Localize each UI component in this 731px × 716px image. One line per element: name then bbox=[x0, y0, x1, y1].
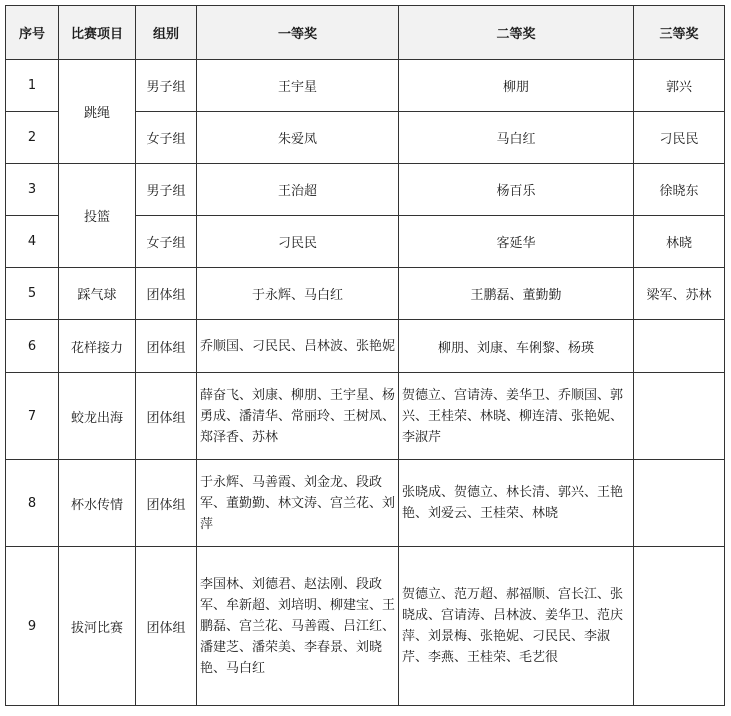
cell-no: 2 bbox=[6, 112, 59, 164]
cell-group: 团体组 bbox=[136, 268, 197, 320]
cell-group: 女子组 bbox=[136, 112, 197, 164]
cell-second-prize: 马白红 bbox=[399, 112, 634, 164]
cell-second-prize: 客延华 bbox=[399, 216, 634, 268]
cell-third-prize: 徐晓东 bbox=[634, 164, 725, 216]
header-event: 比赛项目 bbox=[59, 6, 136, 60]
cell-second-prize: 张晓成、贺德立、林长清、郭兴、王艳艳、刘爱云、王桂荣、林晓 bbox=[399, 460, 634, 547]
cell-first-prize: 薛奋飞、刘康、柳朋、王宇星、杨勇成、潘清华、常丽玲、王树凤、郑泽香、苏林 bbox=[197, 373, 399, 460]
cell-group: 团体组 bbox=[136, 373, 197, 460]
cell-third-prize: 郭兴 bbox=[634, 60, 725, 112]
cell-event: 投篮 bbox=[59, 164, 136, 268]
cell-first-prize: 乔顺国、刁民民、吕林波、张艳妮 bbox=[197, 320, 399, 373]
cell-group: 团体组 bbox=[136, 460, 197, 547]
cell-second-prize: 王鹏磊、董勤勤 bbox=[399, 268, 634, 320]
header-group: 组别 bbox=[136, 6, 197, 60]
cell-first-prize: 王治超 bbox=[197, 164, 399, 216]
cell-second-prize: 杨百乐 bbox=[399, 164, 634, 216]
table-row bbox=[6, 268, 725, 320]
cell-first-prize: 于永辉、马善霞、刘金龙、段政军、董勤勤、林文涛、宫兰花、刘萍 bbox=[197, 460, 399, 547]
table-row bbox=[6, 320, 725, 373]
table-row bbox=[6, 164, 725, 216]
cell-first-prize: 于永辉、马白红 bbox=[197, 268, 399, 320]
header-first-prize: 一等奖 bbox=[197, 6, 399, 60]
cell-no: 3 bbox=[6, 164, 59, 216]
cell-group: 女子组 bbox=[136, 216, 197, 268]
cell-first-prize: 刁民民 bbox=[197, 216, 399, 268]
cell-no: 1 bbox=[6, 60, 59, 112]
cell-first-prize: 李国林、刘德君、赵法刚、段政军、牟新超、刘培明、柳建宝、王鹏磊、宫兰花、马善霞、吕江红、潘建芝、潘荣美、李春景、刘晓艳、马白红 bbox=[197, 547, 399, 706]
cell-second-prize: 贺德立、宫请涛、姜华卫、乔顺国、郭兴、王桂荣、林晓、柳连清、张艳妮、李淑芹 bbox=[399, 373, 634, 460]
header-third-prize: 三等奖 bbox=[634, 6, 725, 60]
header-no: 序号 bbox=[6, 6, 59, 60]
awards-table bbox=[5, 5, 725, 706]
cell-second-prize: 柳朋、刘康、车俐黎、杨瑛 bbox=[399, 320, 634, 373]
cell-event: 踩气球 bbox=[59, 268, 136, 320]
cell-group: 团体组 bbox=[136, 320, 197, 373]
header-second-prize: 二等奖 bbox=[399, 6, 634, 60]
cell-no: 7 bbox=[6, 373, 59, 460]
cell-third-prize: 梁军、苏林 bbox=[634, 268, 725, 320]
cell-first-prize: 王宇星 bbox=[197, 60, 399, 112]
cell-event: 跳绳 bbox=[59, 60, 136, 164]
cell-event: 拔河比赛 bbox=[59, 547, 136, 706]
cell-second-prize: 柳朋 bbox=[399, 60, 634, 112]
cell-third-prize bbox=[634, 373, 725, 460]
cell-first-prize: 朱爱凤 bbox=[197, 112, 399, 164]
table-row bbox=[6, 60, 725, 112]
header-row bbox=[6, 6, 725, 60]
cell-event: 杯水传情 bbox=[59, 460, 136, 547]
cell-event: 花样接力 bbox=[59, 320, 136, 373]
cell-no: 8 bbox=[6, 460, 59, 547]
cell-third-prize bbox=[634, 547, 725, 706]
cell-third-prize bbox=[634, 320, 725, 373]
cell-no: 4 bbox=[6, 216, 59, 268]
cell-third-prize: 刁民民 bbox=[634, 112, 725, 164]
cell-third-prize: 林晓 bbox=[634, 216, 725, 268]
table-row bbox=[6, 460, 725, 547]
cell-event: 蛟龙出海 bbox=[59, 373, 136, 460]
table-row bbox=[6, 547, 725, 706]
cell-group: 男子组 bbox=[136, 164, 197, 216]
table-row bbox=[6, 373, 725, 460]
cell-third-prize bbox=[634, 460, 725, 547]
cell-no: 9 bbox=[6, 547, 59, 706]
cell-second-prize: 贺德立、范万超、郝福顺、宫长江、张晓成、宫请涛、吕林波、姜华卫、范庆萍、刘景梅、张艳妮、刁民民、李淑芹、李燕、王桂荣、毛艺很 bbox=[399, 547, 634, 706]
cell-no: 6 bbox=[6, 320, 59, 373]
cell-no: 5 bbox=[6, 268, 59, 320]
cell-group: 团体组 bbox=[136, 547, 197, 706]
cell-group: 男子组 bbox=[136, 60, 197, 112]
